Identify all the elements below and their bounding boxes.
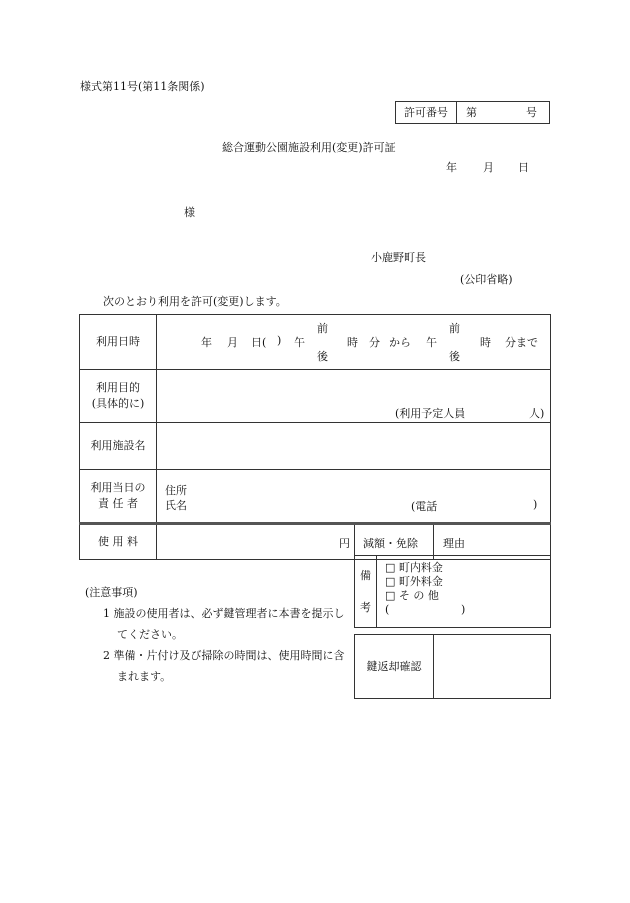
issuer-name: 小鹿野町長 [371, 251, 426, 264]
use-day: 日( [251, 336, 267, 349]
facility-field[interactable] [157, 423, 551, 470]
issue-month: 月 [483, 161, 494, 174]
option-out-town[interactable]: □ 町外料金 [385, 575, 443, 588]
option-other[interactable]: □ そ の 他 [385, 589, 439, 602]
use-month: 月 [227, 336, 238, 349]
purpose-field[interactable] [157, 370, 551, 423]
gozen-2: 前 [449, 322, 460, 335]
option-in-town[interactable]: □ 町内料金 [385, 561, 443, 574]
key-return-box [354, 634, 551, 699]
expected-people-label: (利用予定人員 [395, 407, 466, 420]
option-other-detail [385, 603, 465, 617]
document-title: 総合運動公園施設利用(変更)許可証 [222, 141, 396, 154]
permit-dai: 第 [466, 106, 477, 119]
issue-day: 日 [518, 161, 529, 174]
reason-label: 理由 [443, 537, 465, 550]
permit-number-box [395, 101, 550, 124]
phone-close: ) [533, 498, 538, 511]
date-field[interactable] [157, 315, 551, 370]
permit-go: 号 [526, 106, 537, 119]
remarks-side-label [355, 556, 377, 627]
gogo-1: 後 [317, 350, 328, 363]
purpose-label [80, 370, 157, 423]
date-label [80, 315, 157, 370]
remarks-label-2: 考 [360, 601, 371, 614]
gogo-2: 後 [449, 350, 460, 363]
form-number: 様式第11号(第11条関係) [80, 80, 205, 93]
use-paren-close: ) [277, 334, 282, 347]
notes [85, 582, 353, 687]
purpose-label-1: 利用目的 [96, 381, 140, 394]
fee-divider-2 [433, 525, 434, 559]
hour-1: 時 [347, 336, 358, 349]
seal-note: (公印省略) [460, 273, 513, 286]
responsible-field[interactable] [157, 470, 551, 524]
remarks-label-1: 備 [360, 569, 371, 582]
fee-unit: 円 [339, 537, 350, 550]
made: 分まで [505, 336, 538, 349]
responsible-label-1: 利用当日の [90, 481, 146, 494]
expected-people-unit: 人) [529, 407, 545, 420]
fee-label [80, 524, 157, 560]
note-item-2: 2 準備・片付け及び掃除の時間は、使用時間に含まれます。 [103, 649, 345, 683]
addressee-suffix: 様 [184, 206, 195, 219]
permit-table [79, 314, 551, 560]
other-close: ) [461, 603, 466, 616]
key-return-label: 鍵返却確認 [355, 635, 434, 698]
notes-title: (注意事項) [85, 586, 138, 599]
purpose-label-2: (具体的に) [91, 397, 145, 410]
other-open: ( [385, 603, 390, 616]
issue-year: 年 [446, 161, 457, 174]
responsible-label-2: 責 任 者 [98, 497, 138, 510]
facility-label-text: 利用施設名 [90, 439, 146, 452]
phone-open: (電話 [411, 500, 438, 513]
fee-label-text: 使 用 料 [98, 535, 138, 548]
kara: から [389, 336, 411, 349]
responsible-label [80, 470, 157, 524]
date-label-text: 利用日時 [96, 335, 140, 348]
remarks-options [385, 561, 465, 617]
intro-text: 次のとおり利用を許可(変更)します。 [103, 295, 287, 308]
gozen-1: 前 [317, 322, 328, 335]
hour-2: 時 [480, 336, 491, 349]
address-label: 住所 [165, 484, 187, 497]
note-item-1: 1 施設の使用者は、必ず鍵管理者に本書を提示してください。 [103, 607, 345, 641]
fee-divider-1 [354, 525, 355, 559]
go-1: 午 [294, 336, 305, 349]
permit-number-label: 許可番号 [396, 102, 457, 123]
discount-label: 減額・免除 [363, 537, 418, 550]
go-2: 午 [426, 336, 437, 349]
facility-label [80, 423, 157, 470]
remarks-box [354, 555, 551, 628]
min-1: 分 [369, 336, 380, 349]
use-year: 年 [201, 336, 212, 349]
name-label: 氏名 [165, 499, 187, 512]
